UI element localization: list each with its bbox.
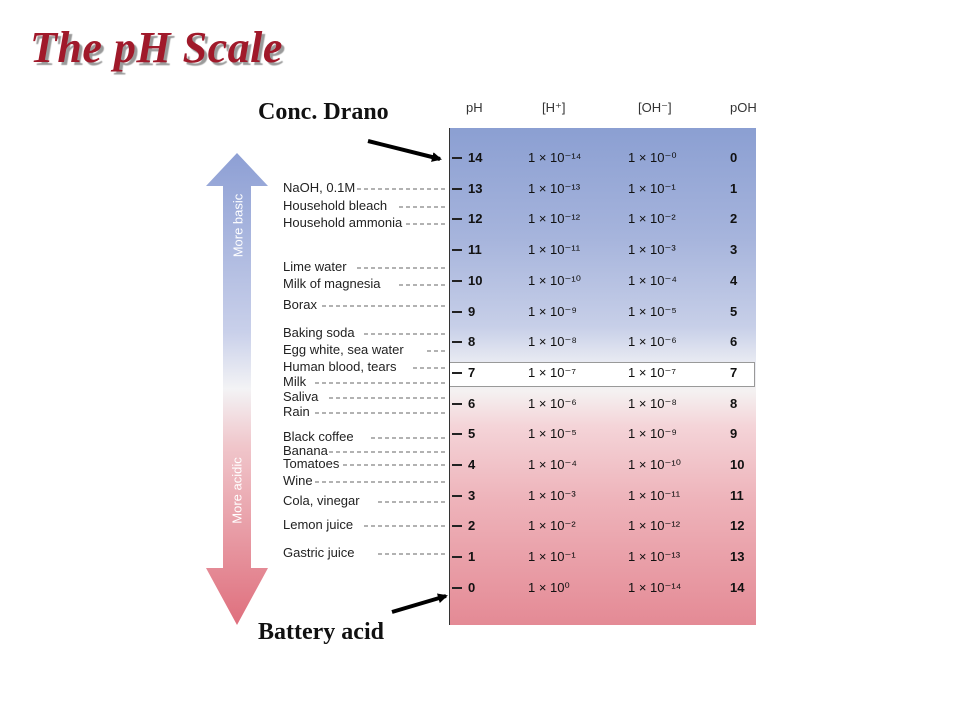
poh-value: 13 bbox=[730, 549, 745, 565]
h-concentration: 1 × 10⁻³ bbox=[528, 487, 576, 503]
h-concentration: 1 × 10⁻⁶ bbox=[528, 395, 577, 411]
poh-value: 5 bbox=[730, 303, 738, 319]
page-title: The pH Scale bbox=[30, 23, 283, 72]
substance-label: Lime water bbox=[283, 259, 347, 274]
ph-value: 13 bbox=[468, 180, 483, 196]
oh-concentration: 1 × 10⁻⁷ bbox=[628, 364, 677, 380]
ph-value: 6 bbox=[468, 395, 476, 411]
oh-concentration: 1 × 10⁻⁵ bbox=[628, 303, 677, 319]
ph-value: 9 bbox=[468, 303, 476, 319]
substance-label: NaOH, 0.1M bbox=[283, 180, 356, 195]
column-header-oh: [OH⁻] bbox=[638, 100, 672, 115]
ph-value: 14 bbox=[468, 150, 483, 165]
h-concentration: 1 × 10⁻¹³ bbox=[528, 180, 581, 196]
substance-label: Black coffee bbox=[283, 429, 354, 444]
substance-label: Tomatoes bbox=[283, 456, 340, 471]
oh-concentration: 1 × 10⁻⁸ bbox=[628, 395, 677, 411]
substance-label: Milk of magnesia bbox=[283, 276, 381, 291]
oh-concentration: 1 × 10⁻⁹ bbox=[628, 426, 677, 442]
more-basic-label: More basic bbox=[230, 193, 246, 258]
poh-value: 3 bbox=[730, 242, 738, 258]
substance-label: Household ammonia bbox=[283, 215, 403, 230]
poh-value: 10 bbox=[730, 457, 745, 472]
column-header-poh: pOH bbox=[730, 100, 757, 115]
h-concentration: 1 × 10⁻⁵ bbox=[528, 426, 577, 442]
ph-value: 5 bbox=[468, 426, 476, 442]
oh-concentration: 1 × 10⁻⁴ bbox=[628, 272, 677, 288]
poh-value: 14 bbox=[730, 579, 745, 595]
substance-label: Egg white, sea water bbox=[283, 342, 404, 357]
substance-label: Household bleach bbox=[283, 198, 388, 213]
h-concentration: 1 × 10⁰ bbox=[528, 579, 570, 595]
oh-concentration: 1 × 10⁻¹³ bbox=[628, 549, 681, 565]
substance-label: Gastric juice bbox=[283, 545, 355, 560]
h-concentration: 1 × 10⁻¹¹ bbox=[528, 242, 581, 258]
substance-label: Banana bbox=[283, 443, 328, 458]
ph-value: 0 bbox=[468, 579, 476, 595]
oh-concentration: 1 × 10⁻² bbox=[628, 211, 676, 227]
h-concentration: 1 × 10⁻¹² bbox=[528, 211, 581, 227]
ph-value: 1 bbox=[468, 549, 476, 565]
ph-value: 2 bbox=[468, 518, 476, 534]
substance-label: Human blood, tears bbox=[283, 359, 397, 374]
ph-value: 12 bbox=[468, 211, 483, 227]
substance-label: Milk bbox=[283, 374, 307, 389]
h-concentration: 1 × 10⁻¹⁰ bbox=[528, 272, 581, 288]
poh-value: 9 bbox=[730, 426, 738, 442]
oh-concentration: 1 × 10⁻¹¹ bbox=[628, 487, 681, 503]
h-concentration: 1 × 10⁻¹ bbox=[528, 549, 576, 565]
pointer-arrow-bottom bbox=[392, 596, 446, 612]
pointer-arrow-top bbox=[368, 141, 440, 159]
ph-value: 10 bbox=[468, 272, 483, 288]
callout-battery-acid: Battery acid bbox=[258, 619, 384, 645]
callout-conc-drano: Conc. Drano bbox=[258, 99, 389, 125]
substance-label: Cola, vinegar bbox=[283, 493, 360, 508]
poh-value: 8 bbox=[730, 395, 738, 411]
column-header-ph: pH bbox=[466, 100, 483, 115]
substance-label: Saliva bbox=[283, 389, 319, 404]
ph-value: 7 bbox=[468, 364, 476, 380]
h-concentration: 1 × 10⁻² bbox=[528, 518, 576, 534]
oh-concentration: 1 × 10⁻¹⁰ bbox=[628, 457, 681, 472]
h-concentration: 1 × 10⁻⁴ bbox=[528, 457, 577, 472]
ph-value: 8 bbox=[468, 334, 476, 350]
substance-label: Baking soda bbox=[283, 325, 355, 340]
more-acidic-label: More acidic bbox=[229, 457, 245, 524]
poh-value: 12 bbox=[730, 518, 745, 534]
ph-value: 4 bbox=[468, 457, 476, 472]
poh-value: 0 bbox=[730, 150, 738, 165]
oh-concentration: 1 × 10⁻¹⁴ bbox=[628, 579, 682, 595]
substance-dash-lines bbox=[315, 189, 447, 554]
substance-label: Rain bbox=[283, 404, 310, 419]
h-concentration: 1 × 10⁻⁸ bbox=[528, 334, 577, 350]
poh-value: 6 bbox=[730, 334, 738, 350]
poh-value: 2 bbox=[730, 211, 738, 227]
oh-concentration: 1 × 10⁻¹ bbox=[628, 180, 676, 196]
poh-value: 11 bbox=[730, 487, 744, 503]
ph-value: 11 bbox=[468, 242, 482, 258]
oh-concentration: 1 × 10⁻¹² bbox=[628, 518, 681, 534]
h-concentration: 1 × 10⁻⁹ bbox=[528, 303, 577, 319]
substance-label: Wine bbox=[283, 473, 313, 488]
poh-value: 4 bbox=[730, 272, 738, 288]
h-concentration: 1 × 10⁻¹⁴ bbox=[528, 150, 582, 165]
oh-concentration: 1 × 10⁻³ bbox=[628, 242, 676, 258]
ph-value: 3 bbox=[468, 487, 476, 503]
poh-value: 1 bbox=[730, 180, 738, 196]
oh-concentration: 1 × 10⁻⁰ bbox=[628, 150, 677, 165]
substance-label: Lemon juice bbox=[283, 517, 354, 532]
substance-label: Borax bbox=[283, 297, 317, 312]
oh-concentration: 1 × 10⁻⁶ bbox=[628, 334, 677, 350]
h-concentration: 1 × 10⁻⁷ bbox=[528, 364, 577, 380]
column-header-h: [H⁺] bbox=[542, 100, 566, 115]
poh-value: 7 bbox=[730, 364, 738, 380]
